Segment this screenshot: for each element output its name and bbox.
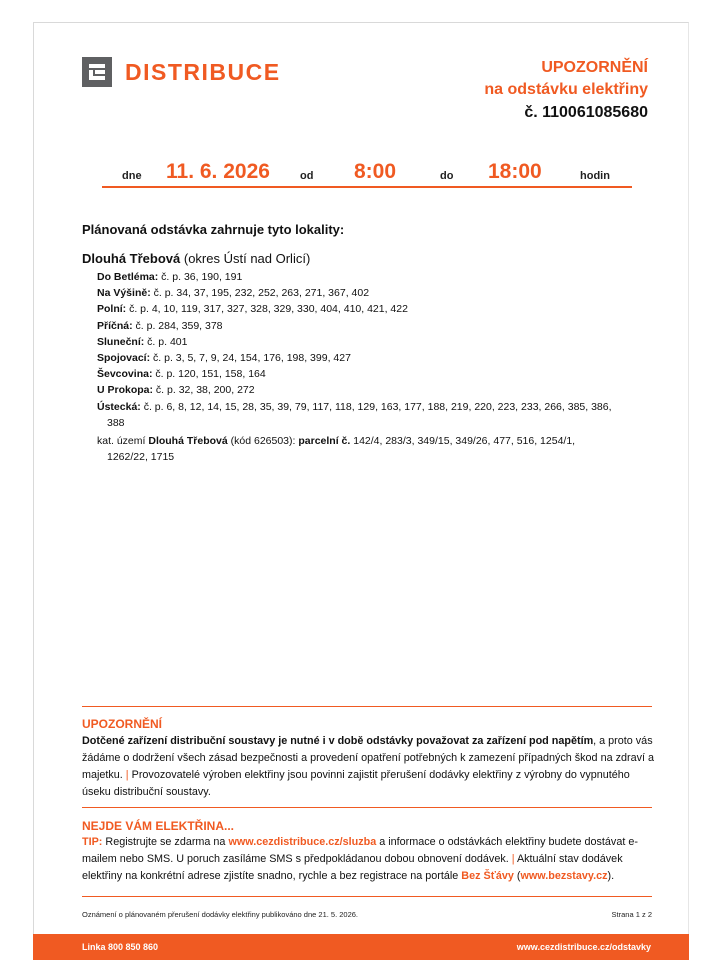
divider: [82, 896, 652, 897]
tip-title: NEJDE VÁM ELEKTŘINA...: [82, 819, 235, 833]
street-numbers: č. p. 6, 8, 12, 14, 15, 28, 35, 39, 79, 117, 118, 129, 163, 177, 188, 219, 220, 223, 233, 266, 385, 386,: [140, 400, 612, 413]
notice-header: [484, 57, 648, 125]
street-numbers: č. p. 4, 10, 119, 317, 327, 328, 329, 330, 404, 410, 421, 422: [126, 303, 408, 316]
street-numbers: č. p. 401: [144, 335, 188, 348]
separator: |: [508, 853, 517, 865]
cadastre-line: [97, 433, 657, 465]
street-name: U Prokopa:: [97, 384, 154, 397]
list-item: [97, 382, 657, 398]
od-label: od: [300, 170, 314, 182]
list-item: [97, 285, 657, 301]
list-item: [97, 269, 657, 285]
cadastre-name: Dlouhá Třebová: [148, 435, 228, 447]
cadastre-code: (kód 626503):: [227, 435, 299, 447]
list-item: [97, 318, 657, 334]
hotline: Linka 800 850 860: [82, 942, 159, 952]
tip-text-2: a informace o odstávkách elektřiny budete dostávat e-mailem nebo SMS. U poruch zasíláme SMS s předpokládanou dobou obnovení dodávek.: [82, 836, 638, 865]
list-item: [97, 301, 657, 317]
do-label: do: [440, 170, 454, 182]
tip-text: [82, 834, 654, 885]
brand-name: DISTRIBUCE: [125, 58, 281, 85]
outage-dateline: [102, 158, 632, 188]
street-name: Do Betléma:: [97, 271, 159, 283]
locations-heading: Plánovaná odstávka zahrnuje tyto lokality:: [82, 222, 345, 237]
street-numbers: č. p. 284, 359, 378: [132, 319, 223, 332]
hodin-label: hodin: [580, 170, 610, 182]
divider: [82, 807, 652, 808]
cadastre-prefix: kat. území: [97, 435, 149, 447]
notice-title: UPOZORNĚNÍ: [541, 59, 648, 76]
cadastre-numbers: 142/4, 283/3, 349/15, 349/26, 477, 516, 1254/1,: [350, 435, 576, 447]
bez-stavy-link[interactable]: Bez Šťávy: [461, 870, 514, 882]
warning-text-2: Provozovatelé výroben elektřiny jsou povinni zajistit přerušení dodávky elektřiny z výrobny do vypnutého úseku distribuční soustavy.: [82, 769, 630, 798]
street-continuation: 388: [107, 416, 125, 429]
cadastre-label: parcelní č.: [298, 435, 351, 447]
street-name: Spojovací:: [97, 352, 151, 365]
street-name: Ústecká:: [97, 400, 141, 413]
street-numbers: č. p. 120, 151, 158, 164: [152, 368, 266, 381]
city-line: [82, 251, 310, 266]
brand-logo: [82, 57, 281, 87]
outage-from: 8:00: [354, 160, 397, 183]
tip-text-4: (: [513, 870, 521, 882]
warning-bold-text: Dotčené zařízení distribuční soustavy je nutné i v době odstávky považovat za zařízení pod napětím: [82, 735, 594, 747]
registration-link[interactable]: www.cezdistribuce.cz/sluzba: [228, 836, 377, 848]
outage-date: 11. 6. 2026: [166, 160, 270, 183]
list-item: [97, 399, 657, 415]
street-name: Ševcovina:: [97, 368, 153, 381]
cez-logo-icon: [82, 57, 112, 87]
tip-text-5: ).: [607, 870, 615, 882]
tip-label: TIP:: [82, 836, 103, 848]
warning-text-1: , a proto vás žádáme o dodržení všech zásad bezpečnosti a provedení opatření potřebných k zamezení případných škod na zdraví a majetku.: [82, 735, 654, 781]
street-numbers: č. p. 34, 37, 195, 232, 252, 263, 271, 367, 402: [150, 287, 370, 300]
outage-to: 18:00: [488, 160, 542, 183]
notice-subtitle: na odstávku elektřiny: [484, 81, 648, 98]
warning-title: UPOZORNĚNÍ: [82, 717, 163, 731]
warning-text: [82, 733, 654, 801]
footer-website-link[interactable]: www.cezdistribuce.cz/odstavky: [516, 942, 651, 952]
street-name: Sluneční:: [97, 335, 145, 348]
street-numbers: č. p. 36, 190, 191: [158, 271, 243, 283]
street-list: [97, 269, 657, 431]
footer-bar: [33, 934, 689, 960]
publication-note: Oznámení o plánovaném přerušení dodávky elektřiny publikováno dne 21. 5. 2026.: [82, 910, 359, 919]
list-item: [97, 366, 657, 382]
list-item: [97, 334, 657, 350]
notice-number: č. 110061085680: [524, 104, 648, 121]
city-district: (okres Ústí nad Orlicí): [180, 251, 311, 266]
divider: [82, 706, 652, 707]
page-number: Strana 1 z 2: [611, 910, 652, 919]
cadastre-continuation: 1262/22, 1715: [107, 451, 175, 464]
tip-text-1: Registrujte se zdarma na: [102, 836, 229, 848]
bezstavy-url-link[interactable]: www.bezstavy.cz: [520, 870, 608, 882]
separator: |: [122, 769, 132, 781]
street-name: Příčná:: [97, 319, 133, 332]
street-numbers: č. p. 3, 5, 7, 9, 24, 154, 176, 198, 399, 427: [150, 352, 351, 365]
street-numbers: č. p. 32, 38, 200, 272: [153, 384, 255, 397]
dne-label: dne: [122, 170, 142, 182]
street-name: Na Výšině:: [97, 287, 151, 300]
list-item: [97, 350, 657, 366]
street-name: Polní:: [97, 303, 127, 316]
tip-text-3: Aktuální stav dodávek elektřiny na konkrétní adrese zjistíte snadno, rychle a bez registrace na portále: [82, 853, 623, 882]
city-name: Dlouhá Třebová: [82, 251, 181, 266]
